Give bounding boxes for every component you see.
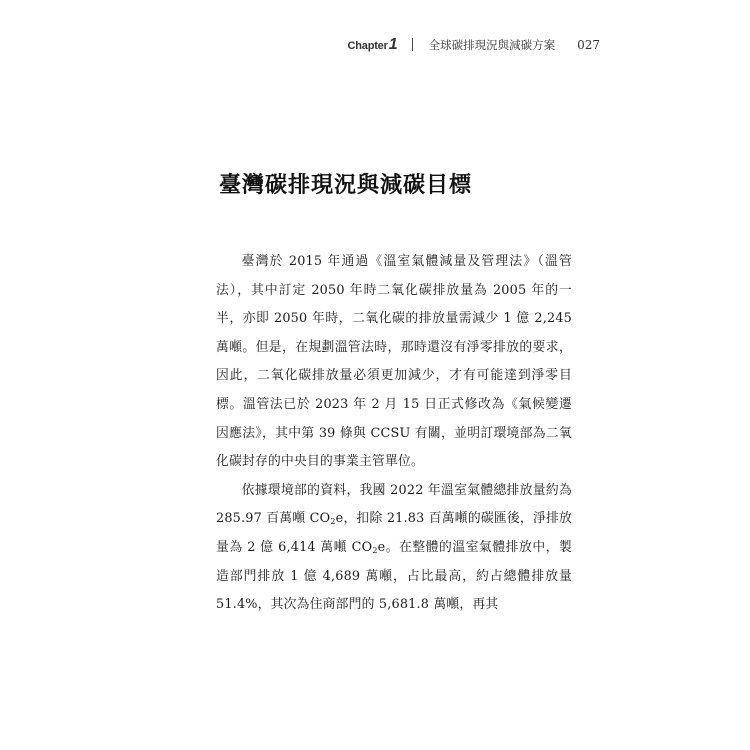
- section-title: 臺灣碳排現況與減碳目標: [219, 173, 473, 198]
- page-number: 027: [577, 38, 600, 52]
- subscript-2-a: 2: [330, 517, 336, 527]
- subscript-2-b: 2: [372, 545, 378, 555]
- paragraph-2-text-b: e，扣除 21.83 百萬噸的碳匯後，淨排放量為 2 億 6,414 萬噸 CO: [216, 511, 573, 555]
- chapter-word: Chapter: [347, 40, 388, 52]
- paragraph-1: 臺灣於 2015 年通過《溫室氣體減量及管理法》（溫管法），其中訂定 2050 年時二氧化碳排放量為 2005 年的一半，亦即 2050 年時，二氧化碳的排放量需減少 1 億 2,245 萬噸。但是，在規劃溫管法時，那時還沒有淨零排放的要求，因此，二氧化碳排放量必須更加減少，才有可能達到淨零目標。溫管法已於 2023 年 2 月 15 日正式修改為《氣候變遷因應法》，其中第 39 條與 CCSU 有關，並明訂環境部為二氧化碳封存的中央目的事業主管單位。: [216, 254, 572, 470]
- paragraph-2: [216, 477, 572, 620]
- chapter-title: 全球碳排現況與減碳方案: [428, 38, 556, 52]
- paragraph-2-text-a: 依據環境部的資料，我國 2022 年溫室氣體總排放量約為 285.97 百萬噸 CO: [216, 482, 572, 527]
- running-header: [348, 36, 600, 54]
- chapter-number: 1: [388, 36, 398, 53]
- body-text: [216, 248, 572, 620]
- header-divider: [412, 38, 413, 51]
- chapter-label: [348, 36, 398, 54]
- paragraph-2-text-c: e。在整體的溫室氣體排放中，製造部門排放 1 億 4,689 萬噸，占比最高，約占總體排放量 51.4%，其次為住商部門的 5,681.8 萬噸，再其: [216, 539, 572, 613]
